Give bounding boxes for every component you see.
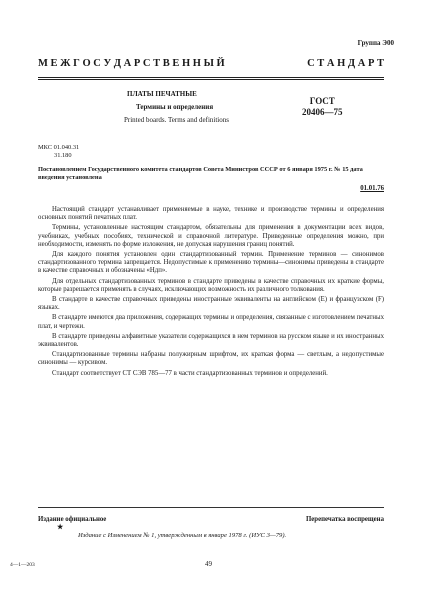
paragraph: Термины, установленные настоящим стандартом, обязательны для применения в документации всех видов, учебниках, учебных пособиях, технической и справочной литературе. Приведенные определения можно, при необходимости, изменять по форме изложения, не допуская нарушения границ понятий.: [38, 224, 384, 248]
mks-line-1: МКС 01.040.31: [38, 144, 80, 151]
body-text: [38, 206, 384, 380]
effective-date: 01.01.76: [360, 185, 384, 192]
document-title-english: Printed boards. Terms and definitions: [124, 116, 229, 124]
document-subtitle: Термины и определения: [136, 103, 214, 111]
print-code: 4—1—203: [10, 562, 35, 568]
paragraph: В стандарте имеются два приложения, содержащих термины и определения, связанные с изготовлением печатных плат, и чертежи.: [38, 314, 384, 330]
star-icon: ★: [57, 523, 64, 531]
group-label: Группа Э00: [357, 39, 394, 47]
paragraph: В стандарте приведены алфавитные указатели содержащихся в нем терминов на русском языке и их иностранных эквивалентов.: [38, 332, 384, 349]
paragraph: Для отдельных стандартизованных терминов в стандарте приведены в качестве справочных их краткие формы, которые разрешается применять в случаях, исключающих возможность их различного толкования.: [38, 277, 384, 293]
paragraph: Стандарт соответствует СТ СЭВ 785—77 в части стандартизованных терминов и определений.: [52, 369, 328, 377]
mks-classification: [38, 144, 79, 160]
gost-label: ГОСТ: [309, 96, 335, 106]
banner-word-standard: С Т А Н Д А Р Т: [307, 58, 384, 69]
gost-number: 20406—75: [302, 107, 343, 117]
edition-note: Издание с Изменением № 1, утвержденным в январе 1978 г. (ИУС 3—79).: [78, 532, 287, 539]
header-rule-thick: [38, 77, 384, 78]
page-number: 49: [205, 560, 212, 568]
paragraph: Настоящий стандарт устанавливает применяемые в науке, технике и производстве термины и определения основных понятий печатных плат.: [38, 206, 384, 222]
mks-line-2: 31.180: [54, 152, 72, 159]
gost-designation: [302, 96, 343, 118]
document-title: ПЛАТЫ ПЕЧАТНЫЕ: [127, 90, 197, 98]
header-rule-thin: [38, 79, 384, 80]
banner-word-interstate: М Е Ж Г О С У Д А Р С Т В Е Н Н Ы Й: [38, 58, 225, 69]
standard-banner: [38, 58, 384, 69]
official-edition-label: Издание официальное: [38, 516, 107, 523]
paragraph: Для каждого понятия установлен один стандартизованный термин. Применение терминов — синонимов стандартизованного термина запрещается. Недопустимые к применению термины—синонимы приведены в стандарте в качестве справочных и обозначены «Ндп».: [38, 251, 384, 275]
paragraph: В стандарте в качестве справочных приведены иностранные эквиваленты на английском (Е) и французском (F) языках.: [38, 296, 384, 312]
decree-text: Постановлением Государственного комитета стандартов Совета Министров СССР от 6 января 1975 г. № 15 дата введения установлена: [38, 166, 363, 181]
reprint-prohibited-label: Перепечатка воспрещена: [306, 516, 384, 523]
paragraph: Стандартизованные термины набраны полужирным шрифтом, их краткая форма — светлым, а недопустимые синонимы — курсивом.: [38, 351, 384, 367]
footer-rule: [38, 507, 384, 508]
